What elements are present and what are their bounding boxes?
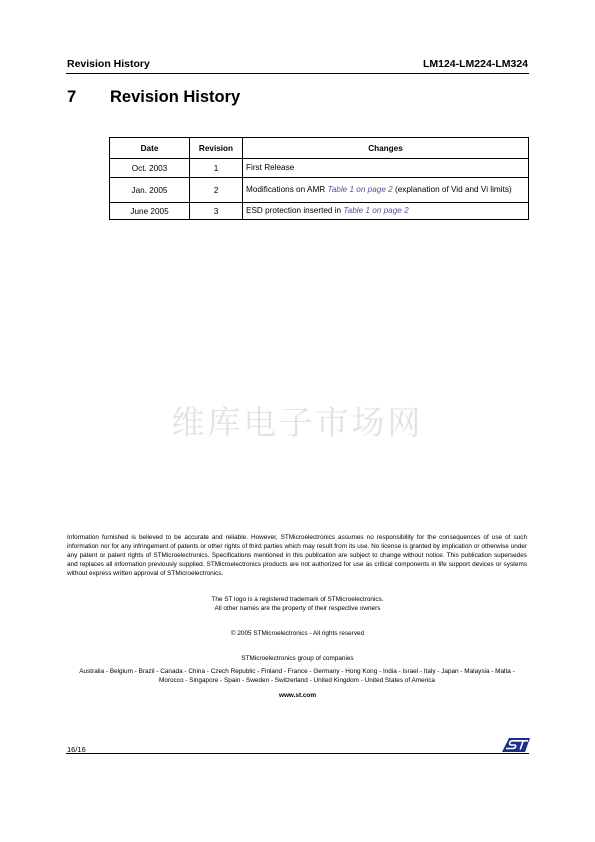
cell-date: Jan. 2005: [110, 178, 190, 203]
changes-text: ESD protection inserted in: [246, 206, 344, 215]
company-group: STMicroelectronics group of companies: [241, 655, 354, 662]
section-number: 7: [67, 88, 77, 106]
column-header-changes: Changes: [243, 138, 529, 159]
cell-revision: 2: [190, 178, 243, 203]
changes-text: Modifications on AMR: [246, 185, 328, 194]
section-title: Revision History: [110, 88, 241, 106]
column-header-date: Date: [110, 138, 190, 159]
page-number: 16/16: [67, 745, 86, 754]
changes-text: First Release: [246, 163, 295, 172]
cell-date: Oct. 2003: [110, 159, 190, 178]
running-header-part-number: LM124-LM224-LM324: [422, 58, 528, 70]
changes-text-suffix: (explanation of Vid and Vi limits): [392, 185, 512, 194]
column-header-revision: Revision: [190, 138, 243, 159]
cell-revision: 1: [190, 159, 243, 178]
revision-table: [109, 137, 529, 220]
table-reference-link[interactable]: Table 1 on page 2: [327, 185, 393, 194]
running-header-title: Revision History: [67, 58, 150, 70]
watermark: 维库电子市场网: [171, 403, 424, 442]
cell-changes: [243, 203, 529, 220]
cell-changes: [243, 159, 529, 178]
country-list: Australia - Belgium - Brazil - Canada - China - Czech Republic - Finland - France - Germany - Hong Kong - India - Israel - Italy - Japan - Malaysia - Malta - Morocco - Singapore - Spain - Sweden - Switzerland - United Kingdom - United States of America: [79, 668, 515, 684]
trademark-notice: [0, 595, 595, 613]
cell-revision: 3: [190, 203, 243, 220]
footer-rule: [66, 753, 529, 754]
copyright-notice: © 2005 STMicroelectronics - All rights reserved: [230, 630, 365, 637]
trademark-line: All other names are the property of their respective owners: [214, 605, 381, 612]
trademark-line: The ST logo is a registered trademark of STMicroelectronics.: [211, 596, 384, 603]
website-link[interactable]: www.st.com: [278, 692, 317, 699]
legal-disclaimer: Information furnished is believed to be accurate and reliable. However, STMicroelectronics assumes no responsibility for the consequences of use of such information nor for any infringement of patents or other rights of third parties which may result from its use. No license is granted by implication or otherwise under any patent or patent rights of STMicroelectronics. Specifications mentioned in this publication are subject to change without notice. This publication supersedes and replaces all information previously supplied. STMicroelectronics products are not authorized for use as critical components in life support devices or systems without express written approval of STMicroelectronics.: [67, 534, 527, 577]
header-rule: [66, 73, 529, 74]
cell-date: June 2005: [110, 203, 190, 220]
table-header-row: [110, 138, 529, 159]
table-row: [110, 159, 529, 178]
table-reference-link[interactable]: Table 1 on page 2: [343, 206, 409, 215]
table-row: [110, 178, 529, 203]
cell-changes: [243, 178, 529, 203]
st-logo-icon: [500, 737, 530, 753]
section-heading: [67, 88, 240, 107]
table-row: [110, 203, 529, 220]
